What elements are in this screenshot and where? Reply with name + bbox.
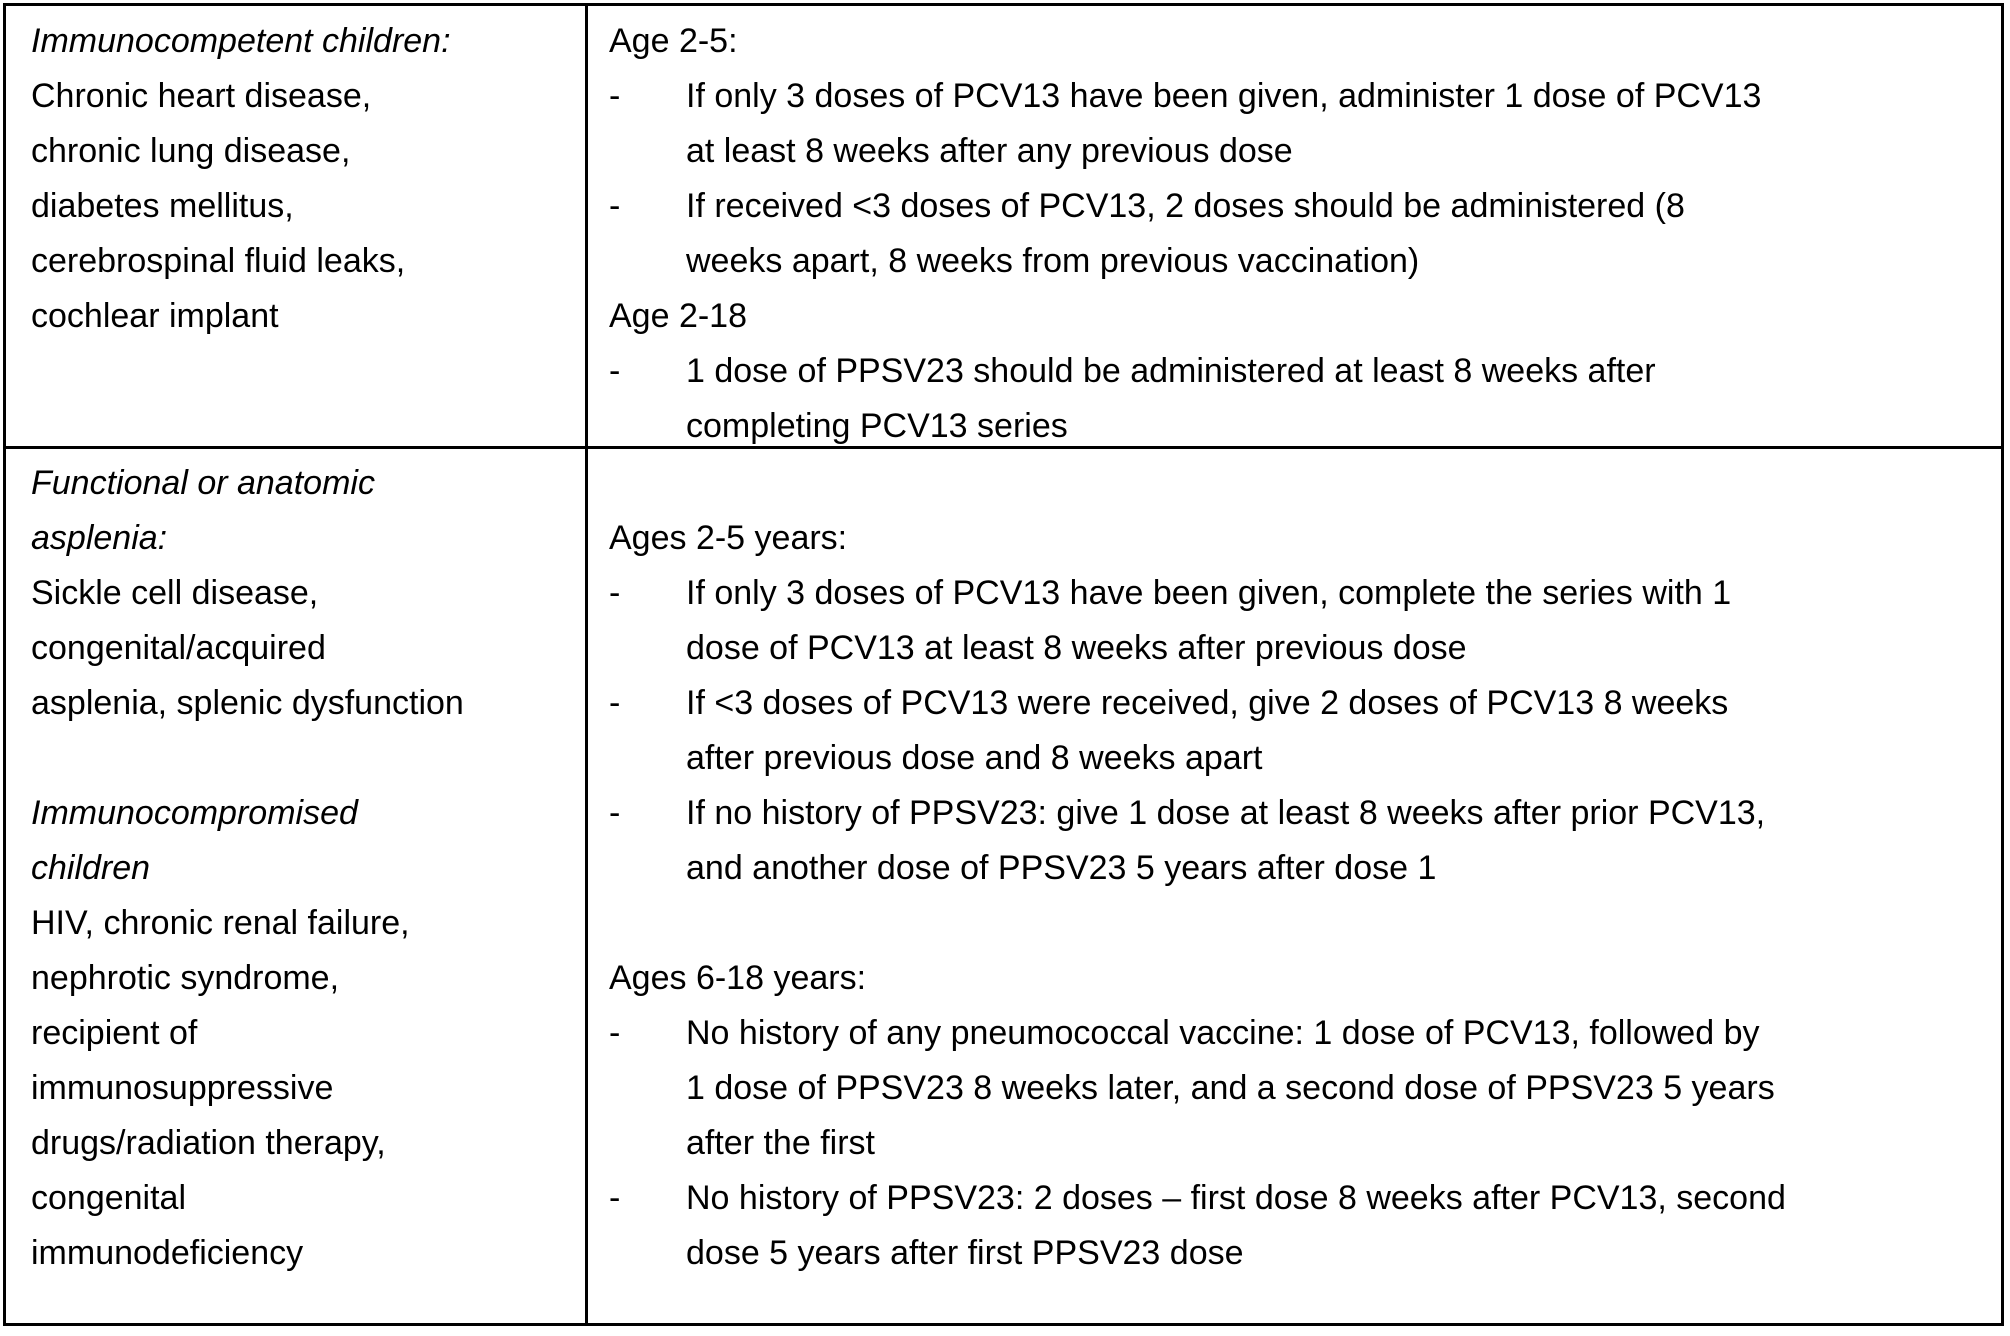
row-2-recommendations (609, 456, 1786, 1281)
age-group-heading: Ages 6-18 years: (609, 959, 867, 997)
spacer (609, 896, 1786, 951)
recommendation-line: No history of any pneumococcal vaccine: 1 dose of PCV13, followed by (686, 1014, 1760, 1052)
recommendation-line: weeks apart, 8 weeks from previous vaccination) (686, 242, 1420, 280)
recommendation-line: No history of PPSV23: 2 doses – first dose 8 weeks after PCV13, second (686, 1179, 1786, 1217)
condition-text: diabetes mellitus, (31, 187, 294, 225)
condition-text: congenital/acquired (31, 629, 326, 667)
recommendation-item (609, 1006, 1786, 1171)
recommendation-line: after previous dose and 8 weeks apart (686, 739, 1263, 777)
recommendation-line: and another dose of PPSV23 5 years after dose 1 (686, 849, 1437, 887)
bullet-dash: - (609, 187, 621, 225)
recommendation-line: If received <3 doses of PCV13, 2 doses should be administered (8 (686, 187, 1685, 225)
condition-text: nephrotic syndrome, (31, 959, 340, 997)
condition-text: immunodeficiency (31, 1234, 304, 1272)
condition-text: cochlear implant (31, 297, 279, 335)
vaccine-table (3, 3, 2004, 1326)
row-1-recommendations (609, 14, 1761, 454)
recommendation-line: 1 dose of PPSV23 should be administered at least 8 weeks after (686, 352, 1656, 390)
recommendation-item (609, 179, 1761, 289)
condition-text: chronic lung disease, (31, 132, 351, 170)
category-heading: Functional or anatomic (31, 464, 375, 502)
condition-text: Chronic heart disease, (31, 77, 372, 115)
recommendation-line: completing PCV13 series (686, 407, 1068, 445)
condition-text: recipient of (31, 1014, 198, 1052)
age-group-heading: Ages 2-5 years: (609, 519, 848, 557)
condition-text: cerebrospinal fluid leaks, (31, 242, 406, 280)
category-heading: Immunocompetent children: (31, 22, 451, 60)
age-group-heading: Age 2-18 (609, 297, 747, 335)
bullet-dash: - (609, 1179, 621, 1217)
bullet-dash: - (609, 77, 621, 115)
category-heading: asplenia: (31, 519, 168, 557)
recommendation-item (609, 1171, 1786, 1281)
recommendation-line: dose 5 years after first PPSV23 dose (686, 1234, 1244, 1272)
bullet-dash: - (609, 684, 621, 722)
bullet-dash: - (609, 1014, 621, 1052)
condition-text: asplenia, splenic dysfunction (31, 684, 464, 722)
recommendation-line: dose of PCV13 at least 8 weeks after previous dose (686, 629, 1467, 667)
recommendation-line: 1 dose of PPSV23 8 weeks later, and a second dose of PPSV23 5 years (686, 1069, 1775, 1107)
bullet-dash: - (609, 352, 621, 390)
category-heading: children (31, 849, 151, 887)
age-group-heading: Age 2-5: (609, 22, 738, 60)
spacer (31, 731, 464, 786)
spacer (609, 456, 1786, 511)
recommendation-item (609, 676, 1786, 786)
recommendation-line: If only 3 doses of PCV13 have been given, administer 1 dose of PCV13 (686, 77, 1762, 115)
row-2-conditions (31, 456, 464, 1281)
bullet-dash: - (609, 574, 621, 612)
condition-text: immunosuppressive (31, 1069, 334, 1107)
recommendation-line: If only 3 doses of PCV13 have been given, complete the series with 1 (686, 574, 1732, 612)
condition-text: drugs/radiation therapy, (31, 1124, 386, 1162)
category-heading: Immunocompromised (31, 794, 358, 832)
recommendation-line: If no history of PPSV23: give 1 dose at least 8 weeks after prior PCV13, (686, 794, 1766, 832)
recommendation-item (609, 344, 1761, 454)
recommendation-item (609, 786, 1786, 896)
recommendation-item (609, 69, 1761, 179)
recommendation-line: at least 8 weeks after any previous dose (686, 132, 1293, 170)
condition-text: Sickle cell disease, (31, 574, 319, 612)
recommendation-line: after the first (686, 1124, 875, 1162)
row-1-conditions (31, 14, 451, 344)
column-divider (585, 6, 588, 1323)
condition-text: HIV, chronic renal failure, (31, 904, 410, 942)
bullet-dash: - (609, 794, 621, 832)
condition-text: congenital (31, 1179, 187, 1217)
recommendation-item (609, 566, 1786, 676)
recommendation-line: If <3 doses of PCV13 were received, give 2 doses of PCV13 8 weeks (686, 684, 1729, 722)
